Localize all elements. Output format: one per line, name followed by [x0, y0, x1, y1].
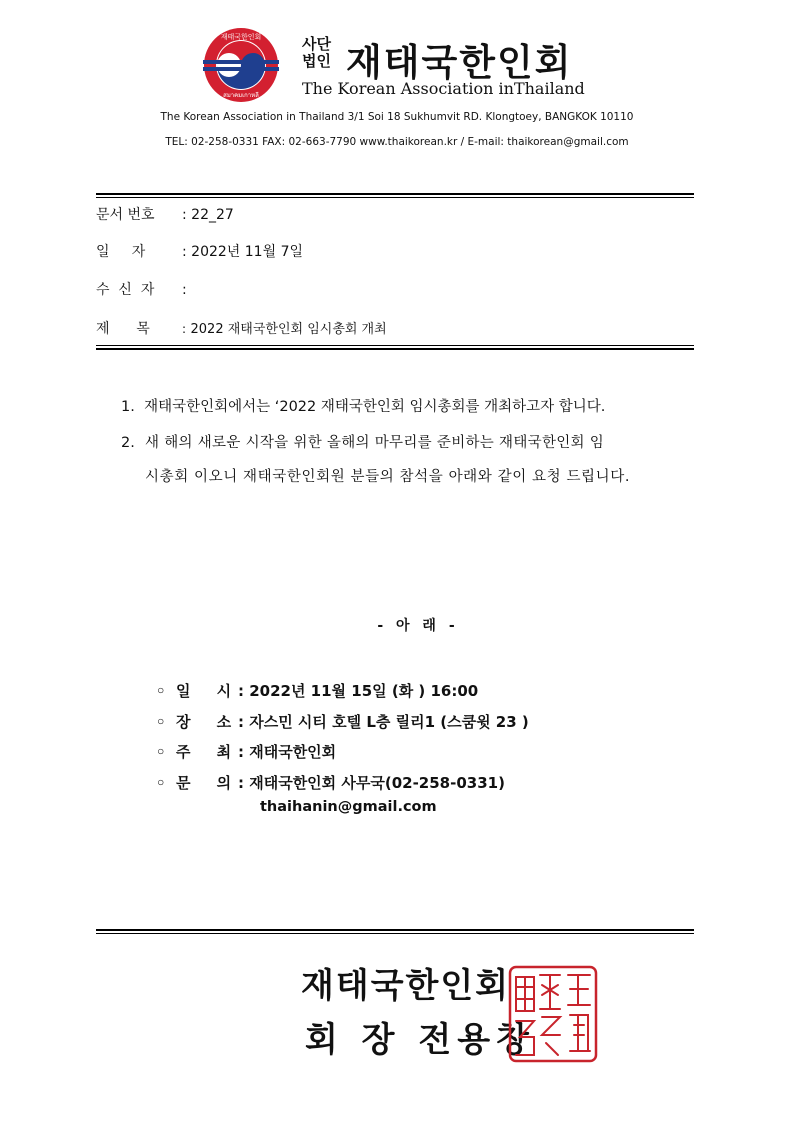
detail-value: : 재태국한인회 사무국(02-258-0331) — [238, 774, 505, 792]
detail-label: 주 최 — [176, 743, 232, 761]
meta-sep: : — [182, 282, 187, 298]
detail-label: 문 의 — [176, 774, 232, 792]
meta-subject — [96, 318, 387, 338]
detail-label: 일 시 — [176, 682, 232, 700]
bullet: ◦ — [156, 743, 166, 761]
paragraph-line-2: 시총회 이오니 재태국한인회원 분들의 참석을 아래와 같이 요청 드립니다. — [145, 469, 631, 485]
meta-date — [96, 241, 303, 261]
paragraph-text: 재태국한인회에서는 ‘2022 재태국한인회 임시총회를 개최하고자 합니다. — [144, 399, 606, 415]
meta-value: 22_27 — [191, 207, 234, 223]
paragraph-number: 1. — [121, 399, 135, 415]
meta-sep: : — [182, 322, 187, 336]
paragraph-number: 2. — [121, 435, 135, 451]
paragraph-1 — [121, 390, 605, 424]
meta-sep: : — [182, 244, 187, 260]
org-name: 재태국한인회 — [346, 41, 573, 84]
paragraph-2 — [121, 426, 697, 494]
detail-label: 장 소 — [176, 713, 232, 731]
divider-top-thin — [96, 197, 694, 198]
meta-label: 문서 번호 — [96, 207, 155, 223]
meta-label: 수 신 자 — [96, 282, 155, 298]
org-contact: TEL: 02-258-0331 FAX: 02-663-7790 www.thaikorean.kr / E-mail: thaikorean@gmail.com — [165, 136, 629, 148]
divider-mid-thick — [96, 348, 694, 350]
divider-top-thick — [96, 193, 694, 195]
bullet: ◦ — [156, 713, 166, 731]
signature-title: 회 장 전용창 — [305, 1020, 535, 1060]
detail-host — [156, 741, 336, 762]
meta-doc-number — [96, 204, 234, 224]
meta-value: 2022년 11월 7일 — [191, 244, 303, 260]
meta-recipient — [96, 279, 187, 299]
logo-bottom-text: สมาคมเกาหลี — [223, 92, 259, 99]
logo-top-text: 재태국한인회 — [220, 33, 262, 41]
detail-value: : 재태국한인회 — [238, 743, 337, 761]
paragraph-line-1: 새 해의 새로운 시작을 위한 올해의 마무리를 준비하는 재태국한인회 임 — [145, 435, 605, 451]
official-seal-stamp — [508, 965, 598, 1063]
detail-value: : 2022년 11월 15일 (화 ) 16:00 — [238, 682, 479, 700]
detail-value: : 자스민 시티 호텔 L층 릴리1 (스쿰윗 23 ) — [238, 713, 529, 731]
bullet: ◦ — [156, 682, 166, 700]
section-title-below: - 아 래 - — [377, 618, 459, 634]
org-address: The Korean Association in Thailand 3/1 Soi 18 Sukhumvit RD. Klongtoey, BANGKOK 10110 — [160, 111, 634, 123]
org-type-line-1: 사단 — [302, 35, 331, 53]
org-name-english: The Korean Association inThailand — [302, 79, 585, 98]
association-logo — [203, 27, 279, 103]
signature-org: 재태국한인회 — [301, 966, 511, 1006]
meta-label: 일 자 — [96, 244, 146, 260]
divider-bottom-thin — [96, 933, 694, 934]
divider-bottom-thick — [96, 929, 694, 931]
detail-venue — [156, 711, 529, 732]
meta-label: 제 목 — [96, 321, 150, 337]
bullet: ◦ — [156, 774, 166, 792]
org-type — [302, 36, 331, 70]
meta-sep: : — [182, 207, 187, 223]
detail-email: thaihanin@gmail.com — [260, 799, 437, 815]
meta-value: 2022 재태국한인회 임시총회 개최 — [190, 322, 387, 337]
detail-inquiry — [156, 772, 505, 793]
divider-mid-thin — [96, 345, 694, 346]
org-type-line-2: 법인 — [302, 52, 331, 70]
detail-datetime — [156, 680, 478, 701]
